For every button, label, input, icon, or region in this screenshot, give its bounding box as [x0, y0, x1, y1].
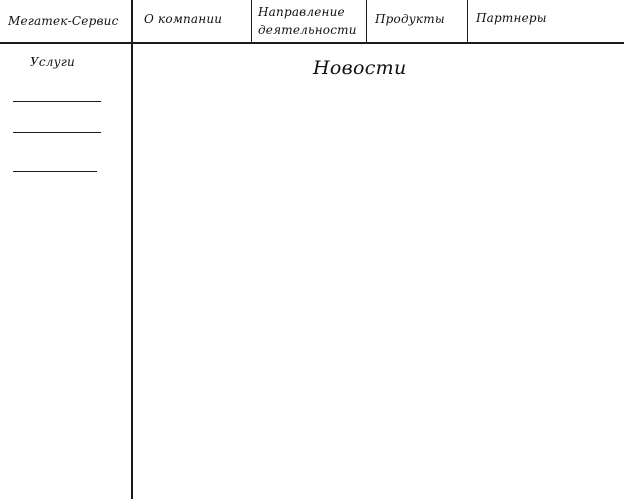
nav-item-products-label[interactable]: Продукты [375, 12, 445, 26]
nav-item-about-label[interactable]: О компании [144, 12, 223, 26]
sidebar-item-placeholder[interactable] [13, 171, 97, 172]
news-heading: Новости [313, 57, 407, 79]
sidebar-title: Услуги [30, 55, 75, 69]
nav-item-partners-label[interactable]: Партнеры [476, 11, 547, 25]
nav-item-about[interactable] [133, 0, 251, 42]
nav-divider-1 [131, 0, 133, 499]
sidebar-item-placeholder[interactable] [13, 132, 101, 133]
sidebar-item-placeholder[interactable] [13, 101, 101, 102]
nav-item-activities-label-line2[interactable]: деятельности [258, 23, 357, 37]
header-bottom-border [0, 42, 624, 44]
nav-item-activities-label-line1[interactable]: Направление [258, 5, 345, 19]
brand-logo[interactable] [0, 0, 131, 42]
nav-item-products[interactable] [367, 0, 467, 42]
nav-item-partners[interactable] [468, 0, 624, 42]
nav-item-activities[interactable] [252, 0, 366, 42]
brand-name[interactable]: Мегатек-Сервис [8, 14, 119, 28]
